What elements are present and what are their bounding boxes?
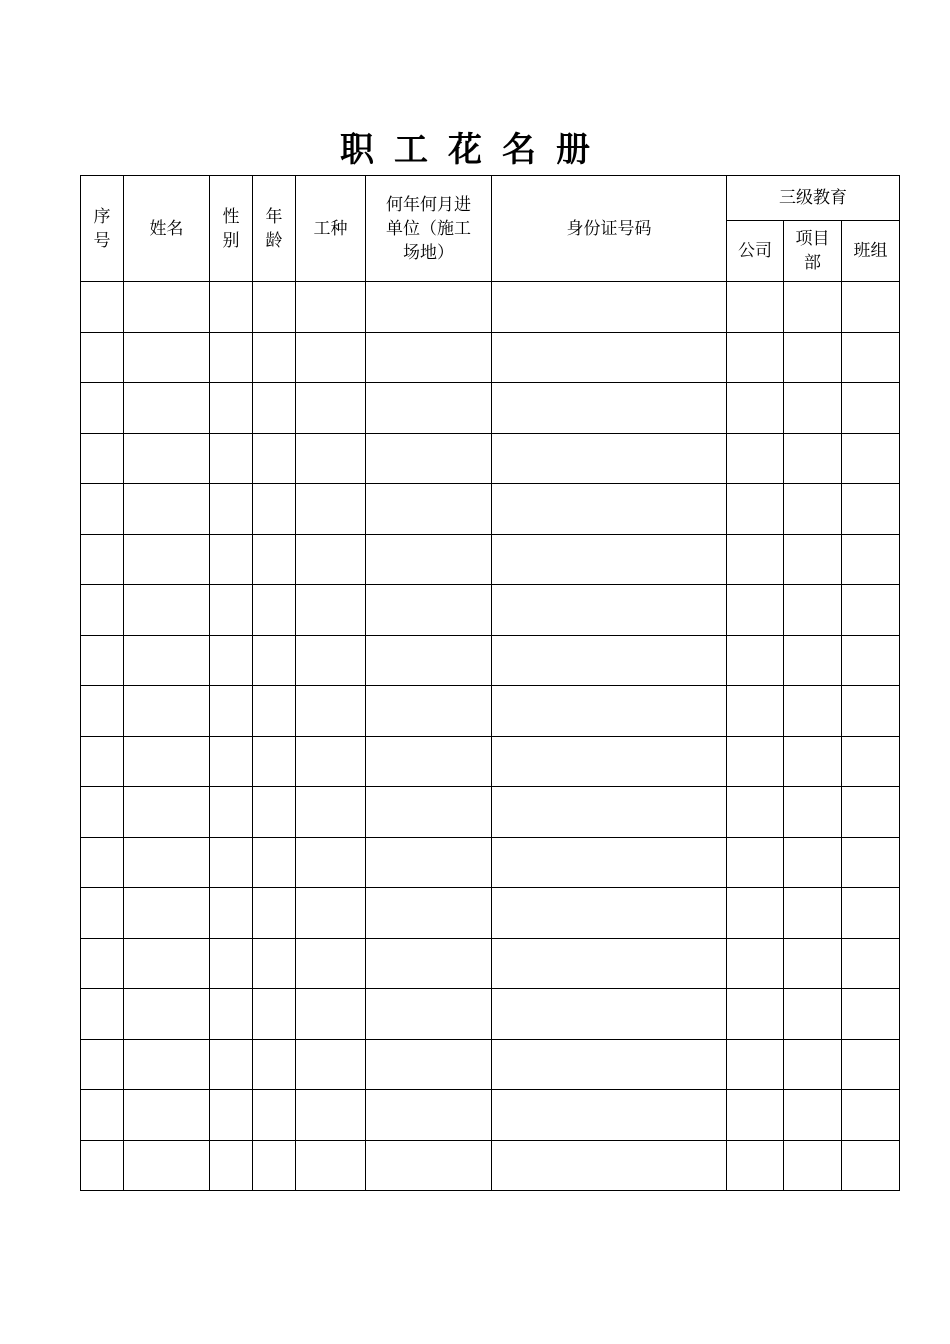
header-id-number-label: 身份证号码 <box>566 218 652 239</box>
table-cell <box>81 635 124 686</box>
table-cell <box>842 332 900 383</box>
table-cell <box>210 433 253 484</box>
table-cell <box>253 383 296 434</box>
header-education-group-label: 三级教育 <box>779 188 847 208</box>
header-gender <box>210 176 253 282</box>
table-row <box>81 1039 900 1090</box>
table-cell <box>842 989 900 1040</box>
table-cell <box>784 484 842 535</box>
table-cell <box>842 837 900 888</box>
table-cell <box>124 282 210 333</box>
table-cell <box>842 888 900 939</box>
table-cell <box>124 686 210 737</box>
header-seq-label: 序号 <box>93 206 111 251</box>
header-age <box>253 176 296 282</box>
table-cell <box>727 888 784 939</box>
table-cell <box>842 534 900 585</box>
table-cell <box>366 585 492 636</box>
table-cell <box>210 888 253 939</box>
table-cell <box>81 484 124 535</box>
table-cell <box>366 332 492 383</box>
header-trade-label: 工种 <box>313 218 348 239</box>
table-cell <box>253 736 296 787</box>
table-cell <box>492 1039 727 1090</box>
table-row <box>81 938 900 989</box>
table-cell <box>492 534 727 585</box>
table-row <box>81 635 900 686</box>
header-company-label: 公司 <box>738 241 772 261</box>
table-cell <box>81 332 124 383</box>
table-cell <box>210 332 253 383</box>
table-cell <box>727 989 784 1040</box>
table-row <box>81 585 900 636</box>
table-cell <box>124 534 210 585</box>
table-cell <box>784 686 842 737</box>
table-cell <box>366 1039 492 1090</box>
table-cell <box>210 383 253 434</box>
table-cell <box>296 837 366 888</box>
table-cell <box>253 686 296 737</box>
header-id-number <box>492 176 727 282</box>
roster-body <box>81 282 900 1191</box>
table-cell <box>842 484 900 535</box>
table-cell <box>124 787 210 838</box>
table-cell <box>492 989 727 1040</box>
table-cell <box>366 534 492 585</box>
table-cell <box>492 635 727 686</box>
table-cell <box>210 686 253 737</box>
header-education-group <box>727 176 900 221</box>
table-cell <box>784 1090 842 1141</box>
table-cell <box>253 282 296 333</box>
table-cell <box>366 383 492 434</box>
table-cell <box>253 787 296 838</box>
table-cell <box>253 989 296 1040</box>
table-cell <box>492 433 727 484</box>
table-cell <box>253 1140 296 1191</box>
table-cell <box>81 585 124 636</box>
table-cell <box>842 1039 900 1090</box>
table-cell <box>296 635 366 686</box>
table-row <box>81 989 900 1040</box>
table-cell <box>784 383 842 434</box>
table-row <box>81 534 900 585</box>
table-cell <box>81 534 124 585</box>
table-cell <box>81 1090 124 1141</box>
table-cell <box>727 1039 784 1090</box>
table-cell <box>492 888 727 939</box>
table-cell <box>124 332 210 383</box>
table-cell <box>842 787 900 838</box>
table-row <box>81 484 900 535</box>
table-row <box>81 888 900 939</box>
table-cell <box>842 433 900 484</box>
header-gender-label: 性别 <box>222 206 240 251</box>
table-cell <box>253 938 296 989</box>
table-row <box>81 282 900 333</box>
table-cell <box>124 938 210 989</box>
table-cell <box>124 635 210 686</box>
table-cell <box>842 585 900 636</box>
table-cell <box>492 686 727 737</box>
table-cell <box>210 1090 253 1141</box>
table-cell <box>81 1039 124 1090</box>
table-cell <box>81 989 124 1040</box>
table-cell <box>81 888 124 939</box>
table-cell <box>784 888 842 939</box>
table-cell <box>366 635 492 686</box>
header-project-dept-label: 项目部 <box>795 229 830 273</box>
table-cell <box>784 282 842 333</box>
table-cell <box>784 837 842 888</box>
table-cell <box>210 484 253 535</box>
table-cell <box>366 787 492 838</box>
table-cell <box>727 1090 784 1141</box>
table-cell <box>296 1140 366 1191</box>
table-cell <box>210 534 253 585</box>
table-cell <box>727 787 784 838</box>
header-team-label: 班组 <box>853 241 888 261</box>
table-cell <box>727 938 784 989</box>
header-entry-date <box>366 176 492 282</box>
table-row <box>81 686 900 737</box>
table-cell <box>492 282 727 333</box>
table-cell <box>842 1090 900 1141</box>
table-cell <box>727 736 784 787</box>
table-cell <box>366 837 492 888</box>
table-cell <box>366 1140 492 1191</box>
table-cell <box>124 585 210 636</box>
table-cell <box>210 635 253 686</box>
header-entry-date-label: 何年何月进单位（施工场地） <box>386 194 471 263</box>
table-cell <box>727 484 784 535</box>
table-cell <box>842 635 900 686</box>
table-cell <box>492 787 727 838</box>
table-cell <box>784 534 842 585</box>
table-row <box>81 433 900 484</box>
table-cell <box>253 635 296 686</box>
table-cell <box>492 938 727 989</box>
table-cell <box>842 1140 900 1191</box>
table-cell <box>253 433 296 484</box>
table-cell <box>784 736 842 787</box>
table-cell <box>366 282 492 333</box>
header-seq <box>81 176 124 282</box>
table-cell <box>784 938 842 989</box>
table-cell <box>492 837 727 888</box>
table-cell <box>210 837 253 888</box>
table-cell <box>210 585 253 636</box>
table-cell <box>124 736 210 787</box>
employee-roster-table <box>80 175 900 1191</box>
table-cell <box>727 585 784 636</box>
header-name <box>124 176 210 282</box>
header-age-label: 年龄 <box>265 206 283 251</box>
table-cell <box>366 989 492 1040</box>
table-cell <box>124 989 210 1040</box>
table-cell <box>727 534 784 585</box>
table-cell <box>727 1140 784 1191</box>
table-cell <box>366 736 492 787</box>
table-cell <box>210 938 253 989</box>
table-cell <box>296 1090 366 1141</box>
table-cell <box>366 484 492 535</box>
header-trade <box>296 176 366 282</box>
table-row <box>81 787 900 838</box>
table-cell <box>296 938 366 989</box>
table-cell <box>727 635 784 686</box>
table-cell <box>842 938 900 989</box>
table-cell <box>492 383 727 434</box>
table-cell <box>366 938 492 989</box>
table-cell <box>210 787 253 838</box>
table-cell <box>124 837 210 888</box>
table-cell <box>81 736 124 787</box>
table-cell <box>124 1090 210 1141</box>
table-cell <box>842 736 900 787</box>
header-company <box>727 221 784 282</box>
table-cell <box>366 888 492 939</box>
header-project-dept <box>784 221 842 282</box>
table-cell <box>210 1140 253 1191</box>
table-cell <box>296 484 366 535</box>
table-cell <box>81 686 124 737</box>
table-row <box>81 837 900 888</box>
table-cell <box>296 888 366 939</box>
table-cell <box>727 332 784 383</box>
table-cell <box>296 383 366 434</box>
table-row <box>81 383 900 434</box>
table-cell <box>296 534 366 585</box>
table-cell <box>842 282 900 333</box>
table-cell <box>81 383 124 434</box>
table-cell <box>296 282 366 333</box>
header-name-label: 姓名 <box>149 218 184 239</box>
table-cell <box>784 1039 842 1090</box>
table-cell <box>81 787 124 838</box>
table-cell <box>727 837 784 888</box>
table-cell <box>210 282 253 333</box>
table-cell <box>124 888 210 939</box>
table-cell <box>784 433 842 484</box>
page-title: 职工花名册 <box>340 130 610 170</box>
table-cell <box>81 282 124 333</box>
table-cell <box>492 1090 727 1141</box>
table-cell <box>842 383 900 434</box>
table-cell <box>124 433 210 484</box>
table-cell <box>784 989 842 1040</box>
table-cell <box>81 837 124 888</box>
table-cell <box>492 585 727 636</box>
table-cell <box>296 332 366 383</box>
table-cell <box>296 433 366 484</box>
table-cell <box>366 1090 492 1141</box>
table-cell <box>492 736 727 787</box>
table-cell <box>492 1140 727 1191</box>
table-cell <box>210 989 253 1040</box>
table-cell <box>784 1140 842 1191</box>
table-row <box>81 332 900 383</box>
table-cell <box>253 1090 296 1141</box>
table-cell <box>492 332 727 383</box>
table-cell <box>366 686 492 737</box>
table-cell <box>296 585 366 636</box>
table-row <box>81 1090 900 1141</box>
table-cell <box>784 787 842 838</box>
table-cell <box>366 433 492 484</box>
table-cell <box>124 484 210 535</box>
table-cell <box>81 1140 124 1191</box>
table-cell <box>253 332 296 383</box>
table-cell <box>253 837 296 888</box>
table-cell <box>784 635 842 686</box>
table-cell <box>210 736 253 787</box>
table-cell <box>81 433 124 484</box>
table-cell <box>124 1140 210 1191</box>
table-cell <box>253 888 296 939</box>
table-cell <box>296 1039 366 1090</box>
table-cell <box>296 686 366 737</box>
table-cell <box>253 484 296 535</box>
table-cell <box>210 1039 253 1090</box>
table-cell <box>253 534 296 585</box>
table-cell <box>296 787 366 838</box>
table-row <box>81 736 900 787</box>
table-cell <box>253 585 296 636</box>
table-cell <box>296 736 366 787</box>
table-cell <box>492 484 727 535</box>
table-cell <box>727 433 784 484</box>
table-cell <box>727 383 784 434</box>
table-cell <box>727 282 784 333</box>
header-team <box>842 221 900 282</box>
table-row <box>81 1140 900 1191</box>
table-cell <box>784 332 842 383</box>
table-cell <box>253 1039 296 1090</box>
table-cell <box>296 989 366 1040</box>
table-cell <box>784 585 842 636</box>
table-cell <box>842 686 900 737</box>
table-cell <box>124 383 210 434</box>
table-cell <box>81 938 124 989</box>
table-cell <box>124 1039 210 1090</box>
table-cell <box>727 686 784 737</box>
